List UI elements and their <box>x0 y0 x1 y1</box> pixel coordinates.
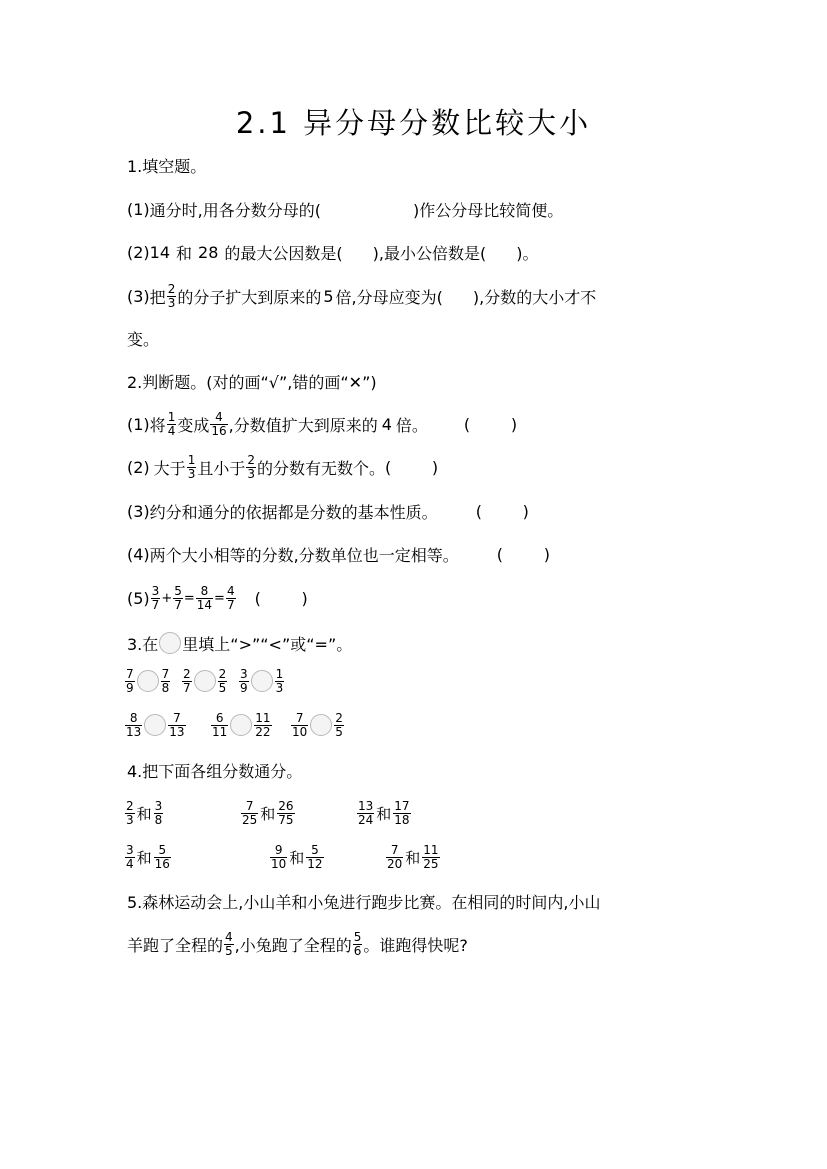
fraction: $\frac{7}{9}$ <box>126 666 134 695</box>
s1-question-1 <box>127 192 563 226</box>
answer-paren[interactable]: ( ) <box>463 414 518 434</box>
q-label: (2) <box>127 457 150 477</box>
fraction-pair <box>124 796 164 830</box>
fraction: $\frac{4}{7}$ <box>226 583 235 612</box>
compare-circle[interactable] <box>194 670 216 692</box>
q-text: 的分子扩大到原来的 <box>177 287 322 307</box>
q-text: 将 <box>149 415 166 435</box>
answer-paren[interactable]: ( ) <box>385 457 439 477</box>
section-2-heading: 2.判断题。(对的画“√”,错的画“✕”) <box>127 373 377 392</box>
s1-question-2 <box>127 235 538 269</box>
fraction: $\frac{7}{8}$ <box>161 666 170 695</box>
compare-circle[interactable] <box>310 714 332 736</box>
q-text: 和 <box>176 243 193 263</box>
q-text: )作公分母比较简便。 <box>413 200 564 220</box>
s1-question-3 <box>127 279 596 313</box>
section-4-heading: 4.把下面各组分数通分。 <box>127 762 303 781</box>
fraction: $\frac{2}{7}$ <box>183 666 191 695</box>
q-text: ,分数值扩大到原来的 <box>228 415 378 435</box>
fraction-pair <box>124 840 172 874</box>
fraction: $\frac{4}{5}$ <box>225 929 233 958</box>
q-text: ),最小公倍数是( <box>372 243 487 263</box>
s2-question-4 <box>127 537 550 571</box>
compare-item <box>210 708 273 742</box>
fraction: $\frac{9}{10}$ <box>271 842 287 871</box>
fraction: $\frac{2}{5}$ <box>335 710 343 739</box>
and-text: 和 <box>260 804 276 823</box>
and-text: 和 <box>136 848 152 867</box>
q-number: 4 <box>381 414 392 434</box>
q-label: (5) <box>127 588 150 608</box>
fraction: $\frac{11}{22}$ <box>255 710 271 739</box>
s1-question-3-continued: 变。 <box>127 330 160 349</box>
q-text: 把 <box>149 287 166 307</box>
q-text: 大于 <box>153 458 186 478</box>
q-label: (3) <box>127 501 150 521</box>
q-text: 羊跑了全程的 <box>127 935 224 955</box>
q-text: 约分和通分的依据都是分数的基本性质。 <box>149 502 438 522</box>
fraction: $\frac{1}{3}$ <box>187 452 196 481</box>
fraction: $\frac{11}{25}$ <box>423 842 439 871</box>
q-text: 倍,分母应变为( <box>335 287 443 307</box>
fraction: $\frac{3}{4}$ <box>126 842 134 871</box>
fraction: $\frac{3}{7}$ <box>151 583 160 612</box>
fraction: $\frac{17}{18}$ <box>394 798 410 827</box>
q-text: 的最大公因数是( <box>224 243 343 263</box>
section-1-heading: 1.填空题。 <box>127 157 207 176</box>
fraction: $\frac{7}{10}$ <box>292 710 308 739</box>
q-text: )。 <box>516 243 539 263</box>
fraction: $\frac{13}{24}$ <box>358 798 374 827</box>
fraction: $\frac{8}{13}$ <box>126 710 142 739</box>
q-number: 28 <box>198 242 219 262</box>
q-text: 变成 <box>177 415 210 435</box>
fraction: $\frac{7}{20}$ <box>387 842 403 871</box>
q-label: (3) <box>127 286 150 306</box>
fraction: $\frac{3}{8}$ <box>154 798 163 827</box>
section-5-line-2 <box>127 927 468 961</box>
compare-item <box>290 708 345 742</box>
q-label: (4) <box>127 544 150 564</box>
fraction: $\frac{6}{11}$ <box>212 710 228 739</box>
q-text: ),分数的大小才不 <box>472 287 597 307</box>
compare-circle[interactable] <box>251 670 273 692</box>
compare-item <box>238 664 285 698</box>
q-label: (2) <box>127 242 150 262</box>
heading-text: 3.在 <box>127 634 159 654</box>
compare-circle[interactable] <box>137 670 159 692</box>
fraction: $\frac{5}{12}$ <box>307 842 323 871</box>
and-text: 和 <box>289 848 305 867</box>
fraction: $\frac{1}{3}$ <box>275 666 284 695</box>
fraction: $\frac{2}{5}$ <box>218 666 227 695</box>
fraction: $\frac{5}{16}$ <box>154 842 170 871</box>
q-text: 。谁跑得快呢? <box>363 935 468 955</box>
s2-question-3 <box>127 494 529 528</box>
fraction-pair <box>269 840 325 874</box>
compare-item <box>124 708 187 742</box>
equals-sign: = <box>183 590 195 606</box>
q-number: 5 <box>323 286 334 306</box>
s2-question-1 <box>127 407 517 441</box>
fraction: $\frac{3}{9}$ <box>240 666 248 695</box>
fraction-pair <box>240 796 296 830</box>
and-text: 和 <box>376 804 392 823</box>
page-title: 2.1 异分母分数比较大小 <box>235 106 592 140</box>
answer-paren[interactable]: ( ) <box>496 544 550 564</box>
fraction: $\frac{26}{75}$ <box>278 798 294 827</box>
fraction: $\frac{7}{13}$ <box>169 710 185 739</box>
answer-paren[interactable]: ( ) <box>475 501 529 521</box>
q-text: 两个大小相等的分数,分数单位也一定相等。 <box>149 545 459 565</box>
fraction: $\frac{2}{3}$ <box>247 452 255 481</box>
fraction: $\frac{2}{3}$ <box>126 798 134 827</box>
s2-question-2 <box>127 450 438 484</box>
compare-item <box>124 664 171 698</box>
q-text: 且小于 <box>197 458 246 478</box>
fraction: $\frac{1}{4}$ <box>167 409 176 438</box>
section-5-line-1: 5.森林运动会上,小山羊和小兔进行跑步比赛。在相同的时间内,小山 <box>127 893 601 912</box>
fraction: $\frac{8}{14}$ <box>196 583 213 612</box>
q-text: 倍。 <box>395 415 428 435</box>
equals-sign: = <box>214 590 225 606</box>
q-number: 14 <box>149 242 171 262</box>
answer-paren[interactable]: ( ) <box>254 588 308 608</box>
fraction: $\frac{4}{16}$ <box>211 409 227 438</box>
s2-question-5 <box>127 581 308 615</box>
fraction: $\frac{7}{25}$ <box>242 798 258 827</box>
q-text: ,小兔跑了全程的 <box>234 935 352 955</box>
compare-circle[interactable] <box>144 714 166 736</box>
compare-circle[interactable] <box>230 714 252 736</box>
q-text: 的分数有无数个。 <box>256 458 385 478</box>
and-text: 和 <box>136 804 152 823</box>
q-label: (1) <box>127 414 150 434</box>
heading-text: 里填上“>”“<”或“=”。 <box>182 634 353 654</box>
q-text: 通分时,用各分数分母的( <box>149 200 322 220</box>
fraction: $\frac{5}{6}$ <box>353 929 362 958</box>
fraction: $\frac{5}{7}$ <box>174 583 182 612</box>
q-label: (1) <box>127 199 150 219</box>
fraction-pair <box>385 840 441 874</box>
plus-sign: + <box>161 590 173 606</box>
compare-item <box>181 664 228 698</box>
fraction: $\frac{2}{3}$ <box>167 281 176 310</box>
fraction-pair <box>356 796 412 830</box>
section-3-heading <box>127 626 352 660</box>
and-text: 和 <box>405 848 421 867</box>
circle-blank-icon <box>159 632 181 654</box>
